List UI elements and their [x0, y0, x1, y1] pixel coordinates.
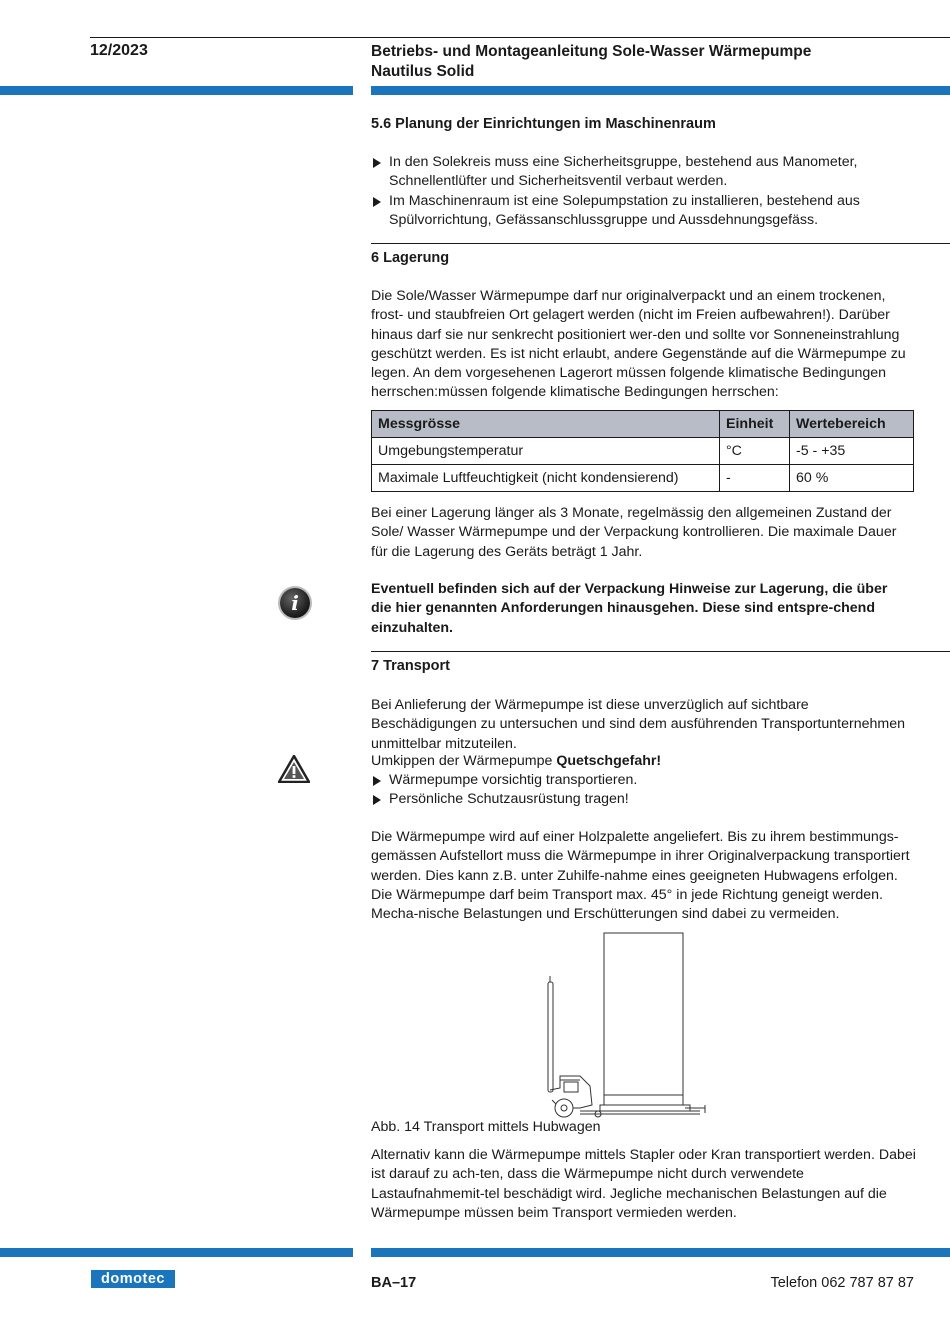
- table-cell: °C: [720, 438, 790, 465]
- section-5-6-heading: 5.6 Planung der Einrichtungen im Maschinenraum: [371, 116, 716, 132]
- footer-blue-bar-right: [371, 1248, 950, 1257]
- section-7-heading: 7 Transport: [371, 658, 450, 674]
- table-row: [372, 465, 914, 492]
- table-cell: 60 %: [790, 465, 914, 492]
- section-6-rule: [371, 243, 950, 244]
- storage-conditions-table: [371, 410, 914, 492]
- header-top-rule: [90, 37, 950, 38]
- bullet-arrow-icon: [373, 795, 381, 805]
- warning-strong: Quetschgefahr!: [556, 753, 662, 769]
- footer-blue-bar-left: [0, 1248, 353, 1257]
- bullet-arrow-icon: [373, 197, 381, 207]
- warning-triangle-icon: [278, 755, 310, 783]
- warning-text: Umkippen der Wärmepumpe: [371, 753, 553, 769]
- bullet-arrow-icon: [373, 158, 381, 168]
- pallet-truck-figure: [540, 930, 720, 1120]
- domotec-logo: domotec: [91, 1270, 175, 1288]
- header-blue-bar-right: [371, 86, 950, 95]
- section-7-body: Die Wärmepumpe wird auf einer Holzpalette angeliefert. Bis zu ihrem bestimmungs-gemässen Aufstellort muss die Wärmepumpe in ihrer Originalverpackung transportiert werden. Dies kann z.B. unter Zuhilfe-nahme eines geeigneten Hubwagens erfolgen. Die Wärmepumpe darf beim Transport max. 45° in jede Richtung geneigt werden. Mecha-nische Belastungen und Erschütterungen sind dabei zu vermeiden.: [371, 829, 910, 923]
- bullet-item: In den Solekreis muss eine Sicherheitsgruppe, bestehend aus Manometer, Schnellentlüfter und Sicherheitsventil verbaut werden.: [371, 153, 916, 192]
- warning-line: [371, 752, 916, 771]
- table-cell: Maximale Luftfeuchtigkeit (nicht kondensierend): [372, 465, 720, 492]
- footer-phone: Telefon 062 787 87 87: [770, 1275, 914, 1291]
- document-title-line1: Betriebs- und Montageanleitung Sole-Wasser Wärmepumpe: [371, 43, 812, 60]
- document-date: 12/2023: [90, 42, 148, 59]
- table-header-cell: Messgrösse: [372, 411, 720, 438]
- table-row: [372, 438, 914, 465]
- table-cell: -5 - +35: [790, 438, 914, 465]
- section-5-6-bullet-list: [371, 153, 916, 230]
- bullet-item: Wärmepumpe vorsichtig transportieren.: [371, 771, 916, 790]
- bullet-item: Persönliche Schutzausrüstung tragen!: [371, 790, 916, 809]
- table-header-cell: Einheit: [720, 411, 790, 438]
- section-6-heading: 6 Lagerung: [371, 250, 450, 266]
- document-title: [371, 42, 931, 82]
- bullet-item: Im Maschinenraum ist eine Solepumpstation zu installieren, bestehend aus Spülvorrichtung, Gefässanschlussgruppe und Aussdehnungsgefäss.: [371, 192, 916, 231]
- table-header-cell: Wertebereich: [790, 411, 914, 438]
- figure-caption: Abb. 14 Transport mittels Hubwagen: [371, 1119, 601, 1135]
- table-cell: Umgebungstemperatur: [372, 438, 720, 465]
- section-7-closing: Alternativ kann die Wärmepumpe mittels Stapler oder Kran transportiert werden. Dabei ist darauf zu ach-ten, dass die Wärmepumpe nicht durch verwendete Lastaufnahmemit-tel beschädigt wird. Jegliche mechanischen Belastungen auf die Wärmepumpe müssen beim Transport vermieden werden.: [371, 1147, 916, 1221]
- header-blue-bar-left: [0, 86, 353, 95]
- storage-note: Eventuell befinden sich auf der Verpackung Hinweise zur Lagerung, die über die hier genannten Anforderungen hinausgehen. Diese sind entspre-chend einzuhalten.: [371, 581, 888, 636]
- section-7-intro: Bei Anlieferung der Wärmepumpe ist diese unverzüglich auf sichtbare Beschädigungen zu untersuchen und sind dem ausführenden Transportunternehmen unmittelbar mitzuteilen.: [371, 697, 905, 752]
- info-icon: i: [280, 588, 310, 618]
- page-number: BA–17: [371, 1275, 417, 1291]
- warning-bullet-list: [371, 771, 916, 810]
- document-title-line2: Nautilus Solid: [371, 63, 475, 80]
- table-cell: -: [720, 465, 790, 492]
- table-header-row: [372, 411, 914, 438]
- bullet-arrow-icon: [373, 776, 381, 786]
- section-6-after-table: Bei einer Lagerung länger als 3 Monate, regelmässig den allgemeinen Zustand der Sole/ Wasser Wärmepumpe und der Verpackung kontrollieren. Die maximale Dauer für die Lagerung des Geräts beträgt 1 Jahr.: [371, 505, 897, 560]
- section-6-intro: Die Sole/Wasser Wärmepumpe darf nur originalverpackt und an einem trockenen, frost- und staubfreien Ort gelagert werden (nicht im Freien aufbewahren!). Darüber hinaus darf sie nur senkrecht positioniert wer-den und sollte vor Sonneneinstrahlung geschützt werden. Es ist nicht erlaubt, andere Gegenstände auf die Wärmepumpe zu legen. An dem vorgesehenen Lagerort müssen folgende klimatische Bedingungen herrschen:müssen folgende klimatische Bedingungen herrschen:: [371, 288, 906, 401]
- section-7-rule: [371, 651, 950, 652]
